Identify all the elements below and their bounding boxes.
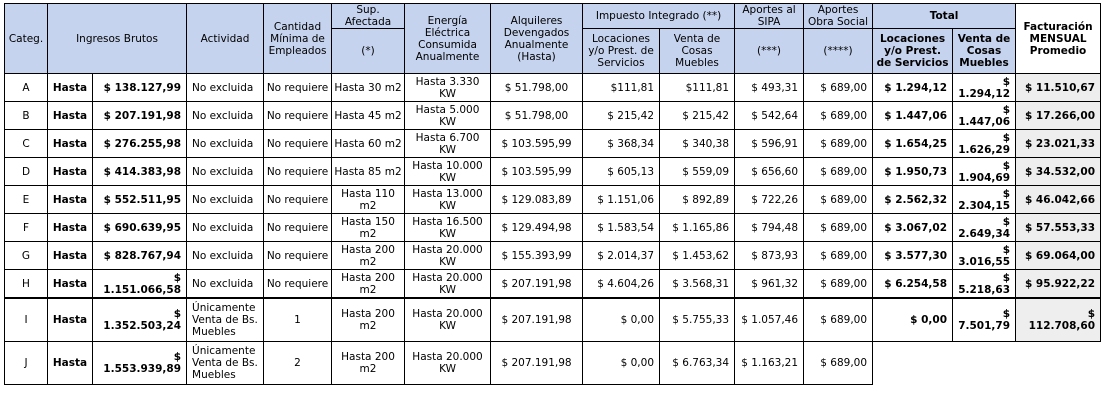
- cell-empleados: 2: [264, 342, 332, 385]
- cell-tot-venta: $ 1.447,06: [953, 102, 1016, 130]
- cell-actividad: No excluida: [187, 102, 264, 130]
- cell-imp-venta: $ 340,38: [660, 130, 735, 158]
- cell-sup: Hasta 60 m2: [332, 130, 405, 158]
- cell-tot-locaciones: $ 1.950,73: [873, 158, 953, 186]
- cell-alquileres: $ 129.494,98: [491, 214, 583, 242]
- cell-sipa: $ 1.057,46: [735, 298, 804, 342]
- cell-tot-locaciones: $ 1.447,06: [873, 102, 953, 130]
- cell-imp-locaciones: $ 0,00: [583, 342, 660, 385]
- cell-sup: Hasta 45 m2: [332, 102, 405, 130]
- monotributo-categories-table: [4, 3, 1101, 385]
- cell-sipa: $ 656,60: [735, 158, 804, 186]
- cell-energia: Hasta 6.700 KW: [405, 130, 491, 158]
- cell-sipa: $ 794,48: [735, 214, 804, 242]
- cell-energia: Hasta 20.000 KW: [405, 298, 491, 342]
- cell-facturacion: $ 11.510,67: [1016, 74, 1101, 102]
- cell-ingresos: $ 1.151.066,58: [93, 270, 187, 299]
- cell-actividad: Únicamente Venta de Bs. Muebles: [187, 342, 264, 385]
- cell-alquileres: $ 155.393,99: [491, 242, 583, 270]
- cell-empleados: No requiere: [264, 74, 332, 102]
- cell-alquileres: $ 51.798,00: [491, 74, 583, 102]
- cell-tot-locaciones: $ 3.577,30: [873, 242, 953, 270]
- cell-imp-locaciones: $ 2.014,37: [583, 242, 660, 270]
- header-tot-venta: Venta de Cosas Muebles: [953, 29, 1016, 74]
- header-aportes-obra-social: Aportes Obra Social: [804, 4, 873, 29]
- cell-alquileres: $ 207.191,98: [491, 270, 583, 299]
- table-row: [5, 214, 1101, 242]
- cell-sup: Hasta 85 m2: [332, 158, 405, 186]
- cell-ingresos: $ 552.511,95: [93, 186, 187, 214]
- cell-imp-venta: $ 5.755,33: [660, 298, 735, 342]
- cell-imp-locaciones: $ 0,00: [583, 298, 660, 342]
- cell-imp-venta: $ 1.453,62: [660, 242, 735, 270]
- cell-alquileres: $ 207.191,98: [491, 298, 583, 342]
- cell-actividad: No excluida: [187, 74, 264, 102]
- cell-sup: Hasta 200 m2: [332, 298, 405, 342]
- empty-cell: [873, 342, 953, 385]
- cell-empleados: No requiere: [264, 130, 332, 158]
- cell-obra: $ 689,00: [804, 186, 873, 214]
- table-row: [5, 342, 1101, 385]
- cell-tot-locaciones: $ 1.654,25: [873, 130, 953, 158]
- cell-ingresos: $ 1.352.503,24: [93, 298, 187, 342]
- cell-imp-venta: $ 3.568,31: [660, 270, 735, 299]
- cell-sup: Hasta 200 m2: [332, 242, 405, 270]
- cell-sup: Hasta 110 m2: [332, 186, 405, 214]
- cell-tot-locaciones: $ 6.254,58: [873, 270, 953, 299]
- header-sup-afectada: Sup. Afectada: [332, 4, 405, 29]
- cell-actividad: No excluida: [187, 158, 264, 186]
- cell-categ: F: [5, 214, 48, 242]
- cell-empleados: 1: [264, 298, 332, 342]
- header-energia: Energía Eléctrica Consumida Anualmente: [405, 4, 491, 74]
- table-row: [5, 298, 1101, 342]
- cell-ingresos: $ 828.767,94: [93, 242, 187, 270]
- cell-ingresos: $ 276.255,98: [93, 130, 187, 158]
- header-actividad: Actividad: [187, 4, 264, 74]
- header-sipa-note: (***): [735, 29, 804, 74]
- cell-empleados: No requiere: [264, 270, 332, 299]
- cell-hasta: Hasta: [48, 214, 93, 242]
- header-cantidad-empleados: Cantidad Mínima de Empleados: [264, 4, 332, 74]
- cell-tot-locaciones: $ 1.294,12: [873, 74, 953, 102]
- cell-empleados: No requiere: [264, 186, 332, 214]
- cell-categ: J: [5, 342, 48, 385]
- cell-sipa: $ 493,31: [735, 74, 804, 102]
- cell-imp-locaciones: $ 1.151,06: [583, 186, 660, 214]
- cell-actividad: Únicamente Venta de Bs. Muebles: [187, 298, 264, 342]
- cell-alquileres: $ 51.798,00: [491, 102, 583, 130]
- cell-obra: $ 689,00: [804, 298, 873, 342]
- cell-actividad: No excluida: [187, 186, 264, 214]
- table-row: [5, 158, 1101, 186]
- cell-sup: Hasta 200 m2: [332, 342, 405, 385]
- cell-obra: $ 689,00: [804, 102, 873, 130]
- cell-imp-locaciones: $ 605,13: [583, 158, 660, 186]
- empty-cell: [953, 342, 1016, 385]
- cell-energia: Hasta 20.000 KW: [405, 242, 491, 270]
- cell-tot-venta: $ 2.649,34: [953, 214, 1016, 242]
- header-sup-note: (*): [332, 29, 405, 74]
- cell-tot-venta: $ 1.626,29: [953, 130, 1016, 158]
- cell-facturacion: $ 46.042,66: [1016, 186, 1101, 214]
- cell-imp-locaciones: $ 1.583,54: [583, 214, 660, 242]
- cell-hasta: Hasta: [48, 186, 93, 214]
- cell-hasta: Hasta: [48, 74, 93, 102]
- cell-imp-venta: $ 6.763,34: [660, 342, 735, 385]
- cell-categ: H: [5, 270, 48, 299]
- cell-tot-locaciones: $ 0,00: [873, 298, 953, 342]
- cell-tot-venta: $ 2.304,15: [953, 186, 1016, 214]
- cell-sup: Hasta 150 m2: [332, 214, 405, 242]
- cell-hasta: Hasta: [48, 130, 93, 158]
- cell-hasta: Hasta: [48, 270, 93, 299]
- cell-facturacion: $ 69.064,00: [1016, 242, 1101, 270]
- cell-facturacion: $ 34.532,00: [1016, 158, 1101, 186]
- header-ingresos-brutos: Ingresos Brutos: [48, 4, 187, 74]
- cell-alquileres: $ 207.191,98: [491, 342, 583, 385]
- cell-facturacion: $ 95.922,22: [1016, 270, 1101, 299]
- cell-imp-venta: $111,81: [660, 74, 735, 102]
- table-row: [5, 102, 1101, 130]
- header-alquileres: Alquileres Devengados Anualmente (Hasta): [491, 4, 583, 74]
- cell-tot-venta: $ 3.016,55: [953, 242, 1016, 270]
- cell-actividad: No excluida: [187, 270, 264, 299]
- cell-hasta: Hasta: [48, 298, 93, 342]
- header-total: Total: [873, 4, 1016, 29]
- table-row: [5, 74, 1101, 102]
- cell-imp-locaciones: $111,81: [583, 74, 660, 102]
- cell-hasta: Hasta: [48, 158, 93, 186]
- cell-hasta: Hasta: [48, 102, 93, 130]
- cell-tot-venta: $ 1.904,69: [953, 158, 1016, 186]
- empty-cell: [1016, 342, 1101, 385]
- cell-sipa: $ 961,32: [735, 270, 804, 299]
- cell-empleados: No requiere: [264, 102, 332, 130]
- cell-sipa: $ 873,93: [735, 242, 804, 270]
- cell-sipa: $ 542,64: [735, 102, 804, 130]
- cell-obra: $ 689,00: [804, 342, 873, 385]
- cell-tot-venta: $ 7.501,79: [953, 298, 1016, 342]
- table-row: [5, 186, 1101, 214]
- cell-energia: Hasta 5.000 KW: [405, 102, 491, 130]
- cell-categ: E: [5, 186, 48, 214]
- header-obra-note: (****): [804, 29, 873, 74]
- cell-energia: Hasta 10.000 KW: [405, 158, 491, 186]
- cell-ingresos: $ 414.383,98: [93, 158, 187, 186]
- cell-sipa: $ 722,26: [735, 186, 804, 214]
- cell-categ: C: [5, 130, 48, 158]
- cell-alquileres: $ 103.595,99: [491, 130, 583, 158]
- cell-hasta: Hasta: [48, 242, 93, 270]
- cell-empleados: No requiere: [264, 158, 332, 186]
- cell-energia: Hasta 13.000 KW: [405, 186, 491, 214]
- cell-alquileres: $ 103.595,99: [491, 158, 583, 186]
- table-row: [5, 270, 1101, 299]
- cell-imp-venta: $ 559,09: [660, 158, 735, 186]
- cell-energia: Hasta 20.000 KW: [405, 270, 491, 299]
- cell-empleados: No requiere: [264, 214, 332, 242]
- cell-hasta: Hasta: [48, 342, 93, 385]
- cell-imp-venta: $ 892,89: [660, 186, 735, 214]
- cell-imp-locaciones: $ 368,34: [583, 130, 660, 158]
- cell-tot-venta: $ 1.294,12: [953, 74, 1016, 102]
- cell-obra: $ 689,00: [804, 214, 873, 242]
- cell-imp-locaciones: $ 4.604,26: [583, 270, 660, 299]
- table-row: [5, 130, 1101, 158]
- cell-facturacion: $ 23.021,33: [1016, 130, 1101, 158]
- header-imp-venta: Venta de Cosas Muebles: [660, 29, 735, 74]
- header-aportes-sipa: Aportes al SIPA: [735, 4, 804, 29]
- cell-tot-locaciones: $ 3.067,02: [873, 214, 953, 242]
- cell-actividad: No excluida: [187, 214, 264, 242]
- cell-energia: Hasta 16.500 KW: [405, 214, 491, 242]
- cell-sup: Hasta 200 m2: [332, 270, 405, 299]
- cell-categ: G: [5, 242, 48, 270]
- cell-ingresos: $ 138.127,99: [93, 74, 187, 102]
- cell-ingresos: $ 690.639,95: [93, 214, 187, 242]
- cell-sipa: $ 596,91: [735, 130, 804, 158]
- cell-categ: D: [5, 158, 48, 186]
- cell-tot-locaciones: $ 2.562,32: [873, 186, 953, 214]
- cell-ingresos: $ 207.191,98: [93, 102, 187, 130]
- cell-facturacion: $ 112.708,60: [1016, 298, 1101, 342]
- cell-alquileres: $ 129.083,89: [491, 186, 583, 214]
- cell-ingresos: $ 1.553.939,89: [93, 342, 187, 385]
- cell-categ: B: [5, 102, 48, 130]
- table-row: [5, 242, 1101, 270]
- cell-actividad: No excluida: [187, 130, 264, 158]
- cell-energia: Hasta 20.000 KW: [405, 342, 491, 385]
- header-tot-locaciones: Locaciones y/o Prest. de Servicios: [873, 29, 953, 74]
- cell-obra: $ 689,00: [804, 242, 873, 270]
- cell-empleados: No requiere: [264, 242, 332, 270]
- header-facturacion: Facturación MENSUAL Promedio: [1016, 4, 1101, 74]
- cell-tot-venta: $ 5.218,63: [953, 270, 1016, 299]
- cell-facturacion: $ 57.553,33: [1016, 214, 1101, 242]
- header-imp-locaciones: Locaciones y/o Prest. de Servicios: [583, 29, 660, 74]
- header-categ: Categ.: [5, 4, 48, 74]
- cell-sipa: $ 1.163,21: [735, 342, 804, 385]
- cell-facturacion: $ 17.266,00: [1016, 102, 1101, 130]
- cell-obra: $ 689,00: [804, 74, 873, 102]
- cell-actividad: No excluida: [187, 242, 264, 270]
- header-impuesto-integrado: Impuesto Integrado (**): [583, 4, 735, 29]
- cell-energia: Hasta 3.330 KW: [405, 74, 491, 102]
- cell-obra: $ 689,00: [804, 270, 873, 299]
- cell-categ: I: [5, 298, 48, 342]
- cell-sup: Hasta 30 m2: [332, 74, 405, 102]
- cell-imp-venta: $ 1.165,86: [660, 214, 735, 242]
- cell-categ: A: [5, 74, 48, 102]
- cell-obra: $ 689,00: [804, 158, 873, 186]
- cell-imp-locaciones: $ 215,42: [583, 102, 660, 130]
- cell-imp-venta: $ 215,42: [660, 102, 735, 130]
- cell-obra: $ 689,00: [804, 130, 873, 158]
